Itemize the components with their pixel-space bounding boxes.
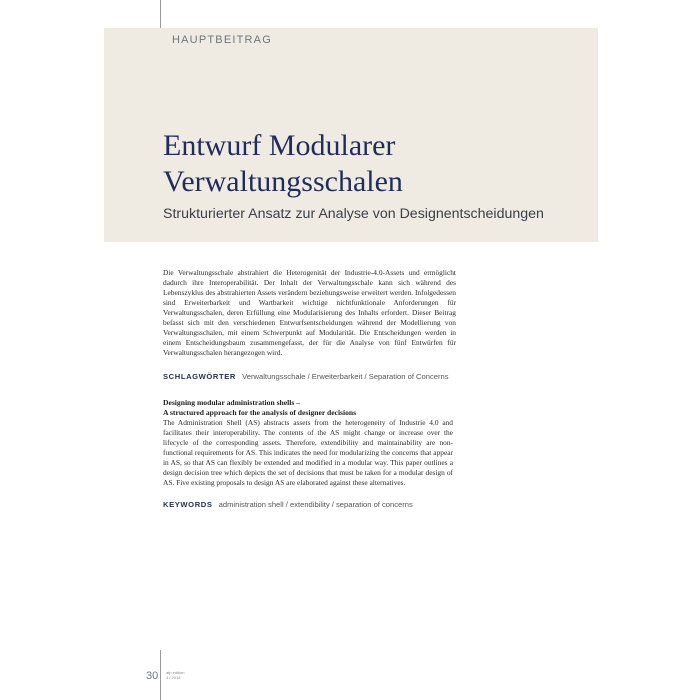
journal-issue: 4 / 2018 bbox=[166, 675, 181, 680]
journal-info bbox=[166, 670, 184, 680]
page-number: 30 bbox=[146, 670, 159, 682]
english-title bbox=[163, 398, 463, 418]
keywords-german-text: Verwaltungsschale / Erweiterbarkeit / Separation of Concerns bbox=[242, 372, 449, 381]
english-title-line-2: A structured approach for the analysis of designer decisions bbox=[163, 408, 357, 417]
keywords-german-label: SCHLAGWÖRTER bbox=[163, 372, 237, 381]
keywords-english-label: KEYWORDS bbox=[163, 500, 213, 509]
abstract-english: The Administration Shell (AS) abstracts assets from the heterogeneity of Industrie 4.0 and facilitates their interoperability. The contents of the AS might change or increase over the lifecycle of the corresponding assets. Therefore, extendibility and maintainability are non-functional requirements for AS. This indicates the need for modularizing the concerns that appear in AS, so that AS can flexibly be extended and modified in a modular way. This paper outlines a design decision tree which depicts the set of decisions that must be taken for a modular design of AS. Five existing proposals to design AS are elaborated against these alternatives. bbox=[163, 418, 453, 487]
keywords-english bbox=[163, 500, 483, 509]
article-title-line-1: Entwurf Modularer bbox=[163, 129, 396, 162]
journal-name: atp edition bbox=[166, 670, 185, 675]
abstract-german: Die Verwaltungsschale abstrahiert die Heterogenität der Industrie-4.0-Assets und ermöglicht dadurch ihre Interoperabilität. Der Inhalt der Verwaltungsschale kann sich während des Lebenszyklus des abstrahierten Assets verändern beziehungsweise erweitert werden. Infolgedessen sind Erweiterbarkeit und Wartbarkeit wichtige nichtfunktionale Anforderungen für Verwaltungsschalen, deren Erfüllung eine Modularisierung des Inhalts erfordert. Dieser Beitrag befasst sich mit den verschiedenen Entwurfsentscheidungen während der Modellierung von Verwaltungsschalen, mit einem Schwerpunkt auf Modularität. Die Entscheidungen werden in einem Entscheidungsbaum zusammengefasst, der für die Analyse von fünf Entwürfen für Verwaltungsschalen herangezogen wird. bbox=[163, 268, 456, 357]
article-title bbox=[163, 128, 403, 200]
keywords-english-text: administration shell / extendibility / separation of concerns bbox=[218, 500, 413, 509]
section-label: HAUPTBEITRAG bbox=[172, 34, 272, 46]
article-subtitle: Strukturierter Ansatz zur Analyse von Designentscheidungen bbox=[163, 206, 544, 222]
margin-rule-bottom bbox=[160, 650, 161, 700]
english-title-line-1: Designing modular administration shells – bbox=[163, 398, 300, 407]
keywords-german bbox=[163, 372, 483, 381]
article-title-line-2: Verwaltungsschalen bbox=[163, 165, 403, 198]
